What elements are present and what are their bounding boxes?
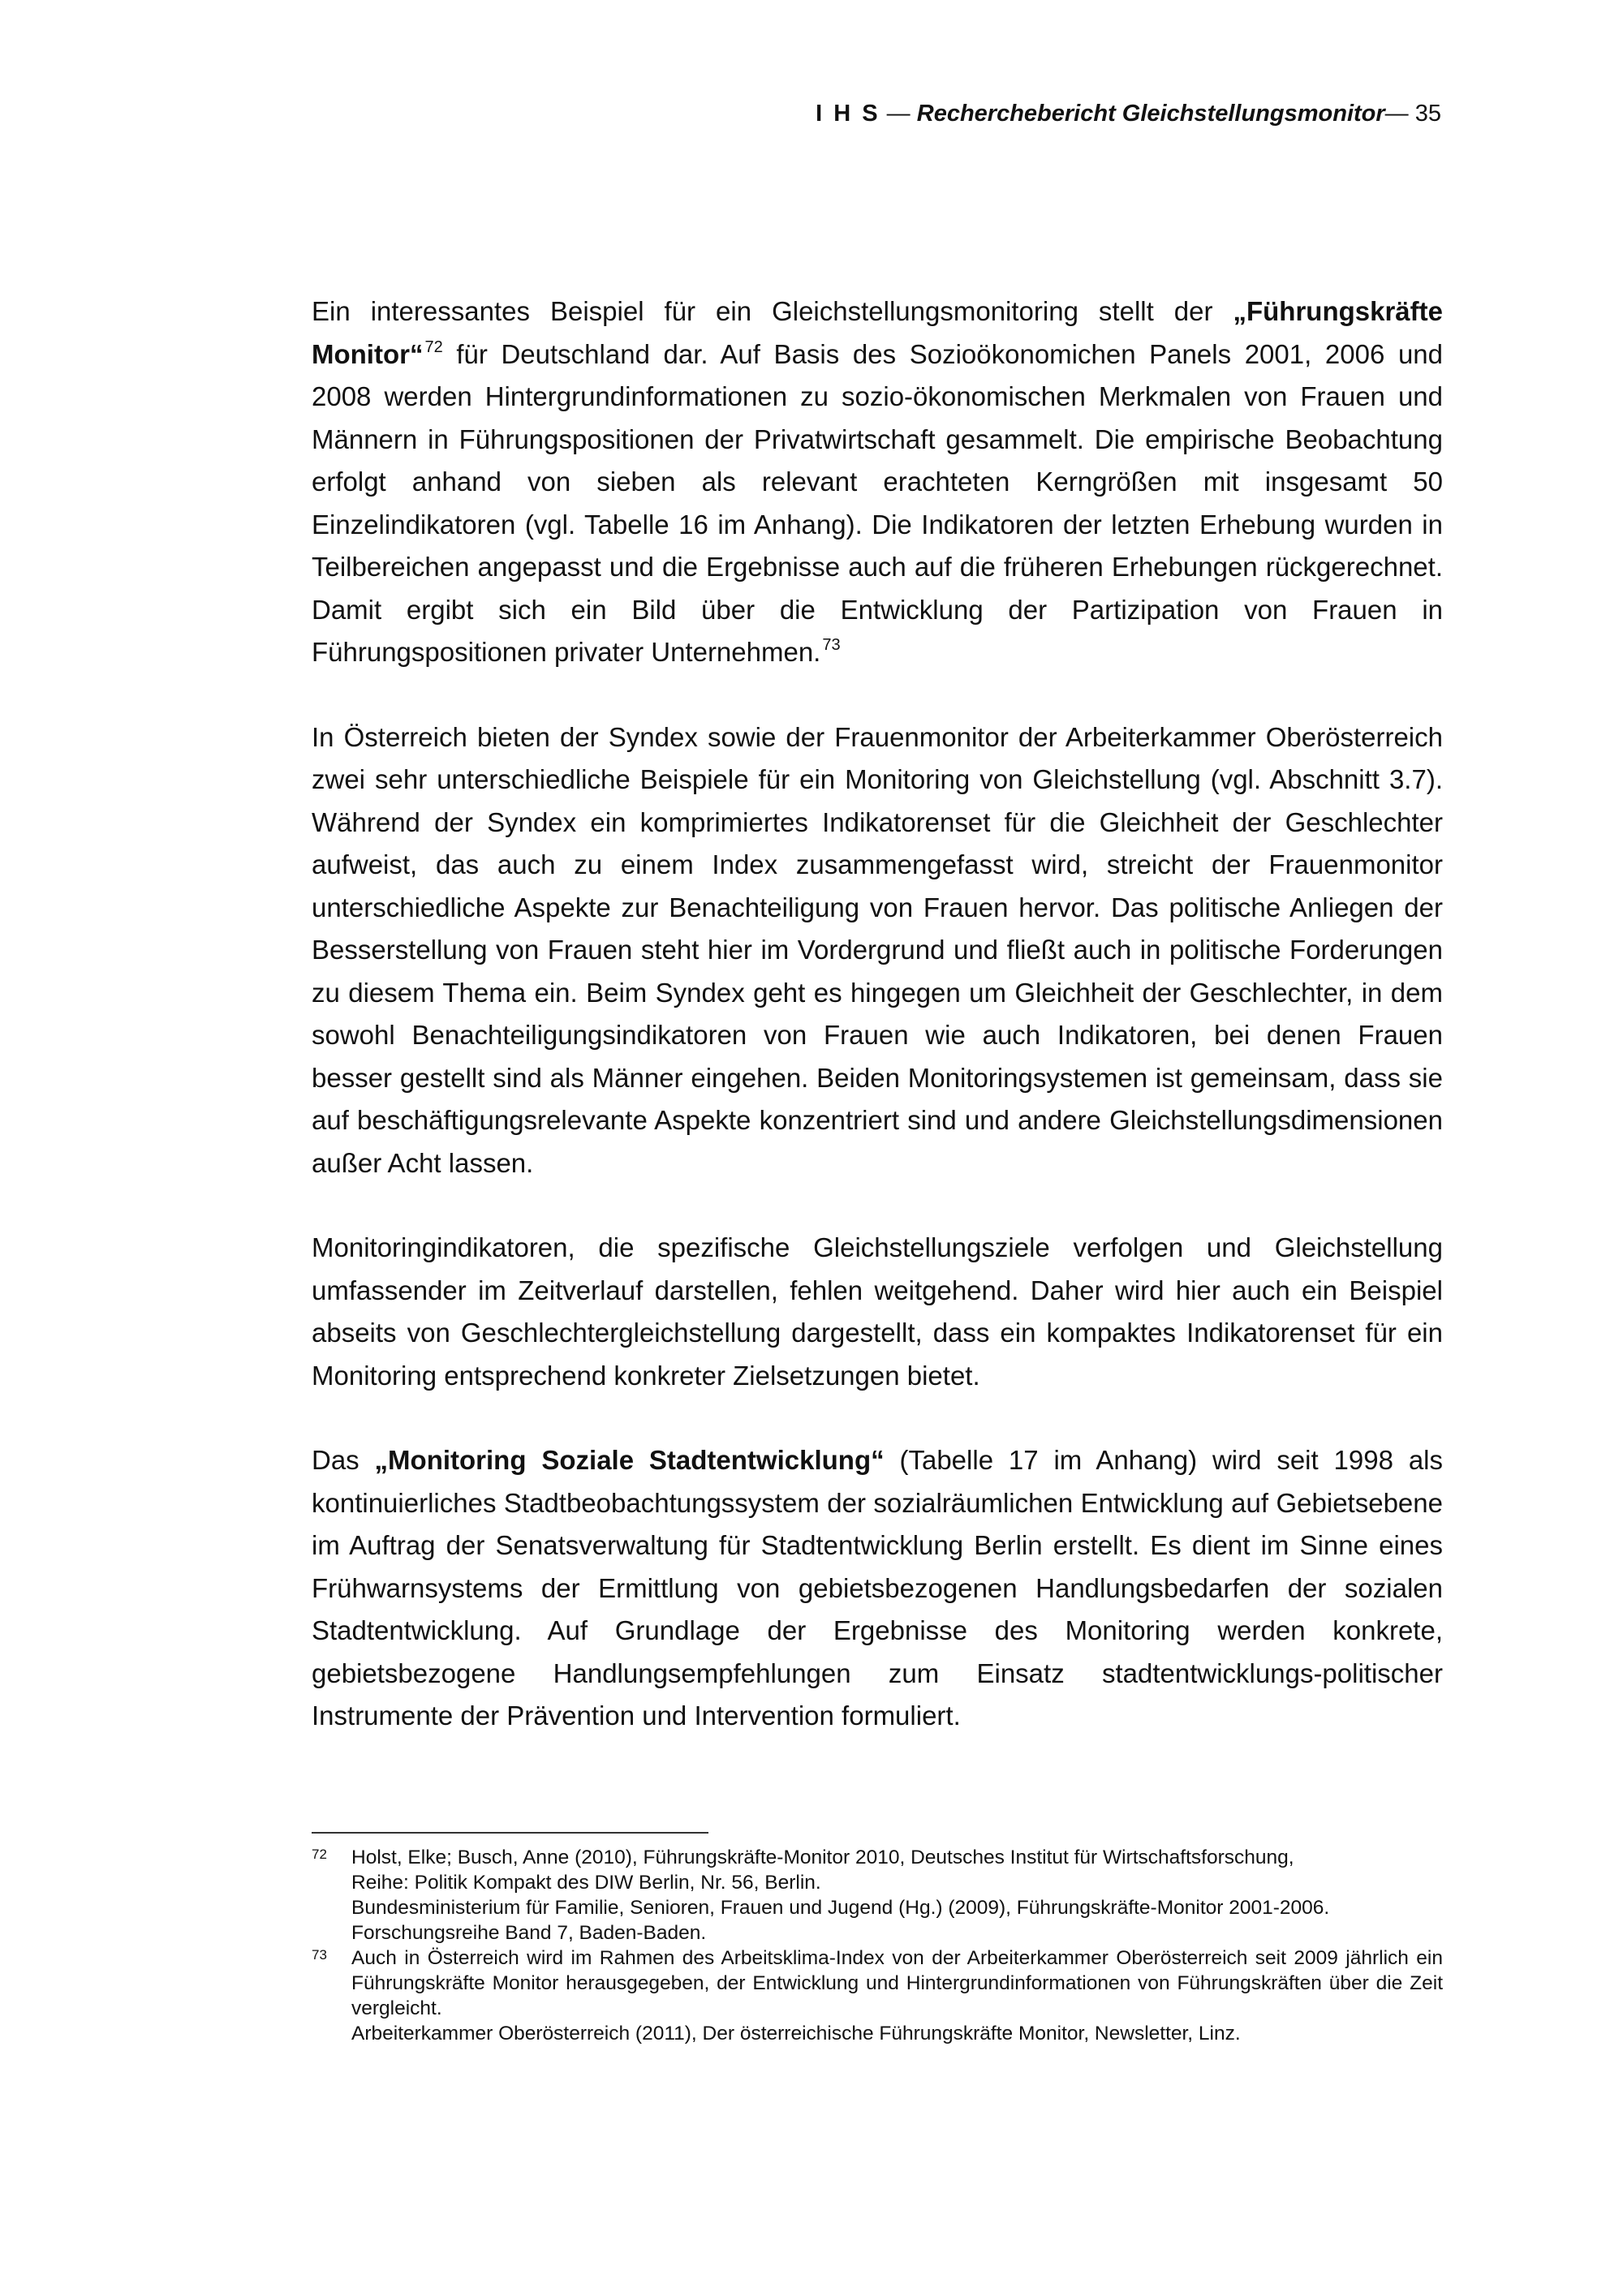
footnote-line: Bundesministerium für Familie, Senioren, Frauen und Jugend (Hg.) (2009), Führungskräfte-Monitor 2001-2006. <box>351 1897 1330 1919</box>
header-dash-2: — <box>1384 101 1415 127</box>
footnote-line: Holst, Elke; Busch, Anne (2010), Führungskräfte-Monitor 2010, Deutsches Institut für Wirtschaftsforschung, <box>351 1847 1294 1868</box>
footnote-source: Arbeiterkammer Oberösterreich (2011), Der österreichische Führungskräfte Monitor, Newsletter, Linz. <box>351 2023 1241 2044</box>
bold-term: „Führungskräfte Monitor“ <box>312 296 1443 369</box>
paragraph-text: für Deutschland dar. Auf Basis des Sozioökonomichen Panels 2001, 2006 und 2008 werden Hintergrundinformationen zu sozio-ökonomischen Merkmalen von Frauen und Männern in Führungspositionen der Privatwirtschaft gesammelt. Die empirische Beobachtung erfolgt anhand von sieben als relevant erachteten Kerngrößen mit insgesamt 50 Einzelindikatoren (vgl. Tabelle 16 im Anhang). Die Indikatoren der letzten Erhebung wurden in Teilbereichen angepasst und die Ergebnisse auch auf die früheren Erhebungen rückgerechnet. Damit ergibt sich ein Bild über die Entwicklung der Partizipation von Frauen in Führungspositionen privater Unternehmen. <box>312 338 1443 667</box>
paragraph-text: Ein interessantes Beispiel für ein Gleichstellungsmonitoring stellt der <box>312 296 1233 326</box>
footnote-number: 72 <box>312 1847 327 1862</box>
body-text <box>312 290 1443 1738</box>
header-title: Recherchebericht Gleichstellungsmonitor <box>916 101 1385 127</box>
page-number: 35 <box>1414 101 1441 127</box>
paragraph-soziale-stadtentwicklung <box>312 1439 1443 1738</box>
bold-term: „Monitoring Soziale Stadtentwicklung“ <box>374 1445 885 1475</box>
paragraph-text: (Tabelle 17 im Anhang) wird seit 1998 als kontinuierliches Stadtbeobachtungssystem der sozialräumlichen Entwicklung auf Gebietsebene im Auftrag der Senatsverwaltung für Stadtentwicklung Berlin erstellt. Es dient im Sinne eines Frühwarnsystems der Ermittlung von gebietsbezogenen Handlungsbedarfen der sozialen Stadtentwicklung. Auf Grundlage der Ergebnisse des Monitoring werden konkrete, gebietsbezogene Handlungsempfehlungen zum Einsatz stadtentwicklungs-politischer Instrumente der Prävention und Intervention formuliert. <box>312 1445 1443 1731</box>
paragraph-text: Das <box>312 1445 375 1475</box>
header-org: I H S <box>816 101 880 127</box>
footnote-line: Forschungsreihe Band 7, Baden-Baden. <box>351 1922 707 1944</box>
paragraph-fuehrungskraefte-monitor <box>312 290 1443 674</box>
footnote-line: Reihe: Politik Kompakt des DIW Berlin, Nr. 56, Berlin. <box>351 1872 821 1894</box>
footnote-73 <box>312 1946 1443 2046</box>
footnote-ref-72[interactable]: 72 <box>424 338 443 356</box>
footnote-separator <box>312 1832 708 1834</box>
header-dash: — <box>880 101 917 127</box>
footnote-72 <box>312 1845 1443 1946</box>
running-header <box>816 99 1441 128</box>
footnote-text: Auch in Österreich wird im Rahmen des Arbeitsklima-Index von der Arbeiterkammer Oberösterreich seit 2009 jährlich ein Führungskräfte Monitor herausgegeben, der Entwicklung und Hintergrundinformationen von Führungskräften über die Zeit vergleicht. <box>351 1947 1443 2019</box>
footnote-ref-73[interactable]: 73 <box>822 636 841 654</box>
paragraph-syndex: In Österreich bieten der Syndex sowie der Frauenmonitor der Arbeiterkammer Oberösterreich zwei sehr unterschiedliche Beispiele für ein Monitoring von Gleichstellung (vgl. Abschnitt 3.7). Während der Syndex ein komprimiertes Indikatorenset für die Gleichheit der Geschlechter aufweist, das auch zu einem Index zusammengefasst wird, streicht der Frauenmonitor unterschiedliche Aspekte zur Benachteiligung von Frauen hervor. Das politische Anliegen der Besserstellung von Frauen steht hier im Vordergrund und fließt auch in politische Forderungen zu diesem Thema ein. Beim Syndex geht es hingegen um Gleichheit der Geschlechter, in dem sowohl Benachteiligungsindikatoren von Frauen wie auch Indikatoren, bei denen Frauen besser gestellt sind als Männer eingehen. Beiden Monitoringsystemen ist gemeinsam, dass sie auf beschäftigungsrelevante Aspekte konzentriert sind und andere Gleichstellungsdimensionen außer Acht lassen. <box>312 721 1443 1178</box>
footnotes <box>312 1845 1443 2046</box>
footnote-number: 73 <box>312 1947 327 1963</box>
paragraph-monitoringindikatoren: Monitoringindikatoren, die spezifische Gleichstellungsziele verfolgen und Gleichstellung umfassender im Zeitverlauf darstellen, fehlen weitgehend. Daher wird hier auch ein Beispiel abseits von Geschlechtergleichstellung dargestellt, dass ein kompaktes Indikatorenset für ein Monitoring entsprechend konkreter Zielsetzungen bietet. <box>312 1232 1443 1391</box>
